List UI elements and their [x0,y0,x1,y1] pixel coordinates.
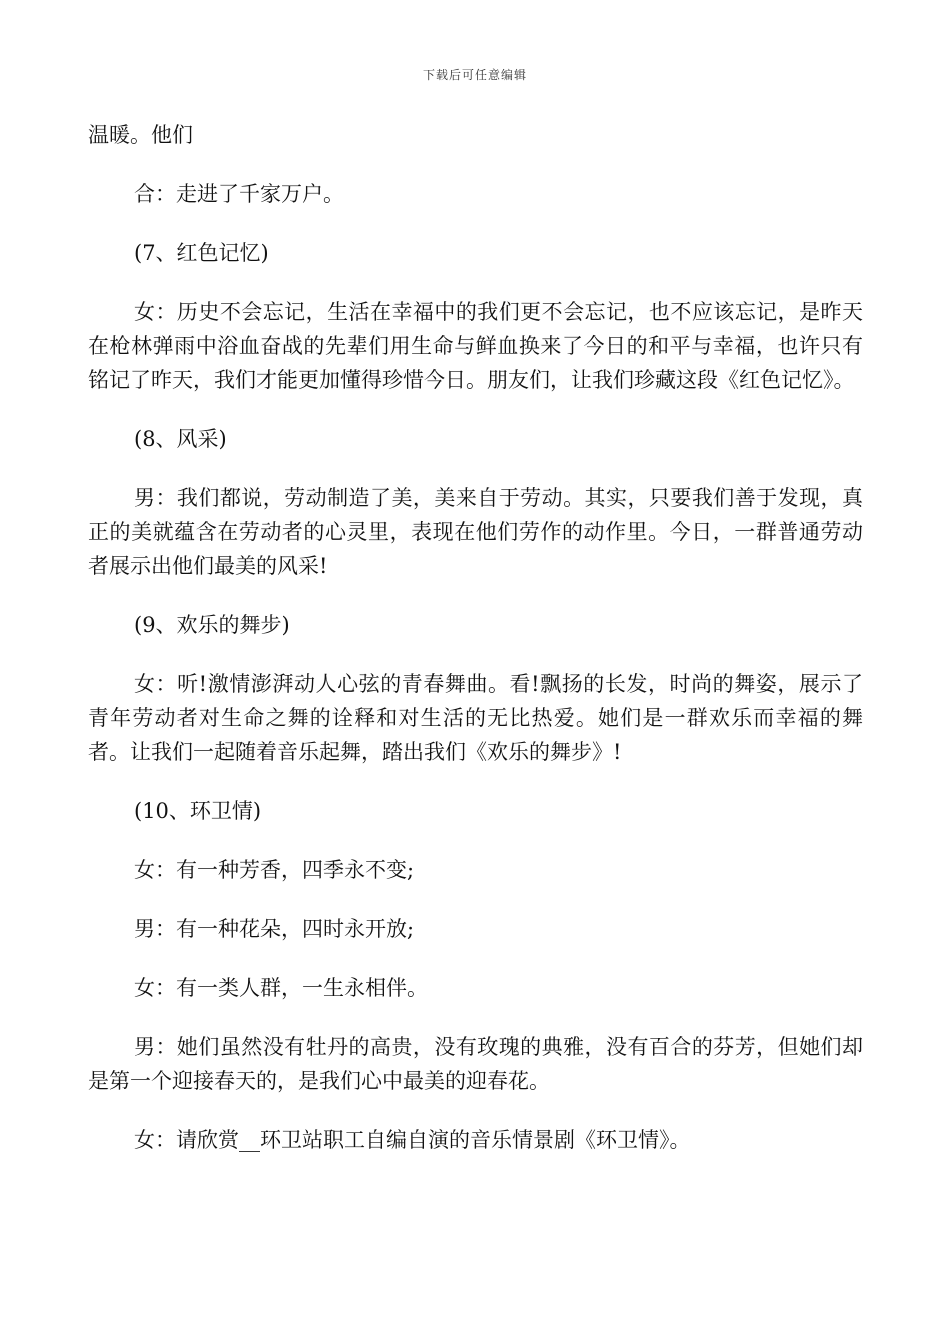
section-heading-9: (9、欢乐的舞步) [134,613,290,637]
paragraph-chorus-line: 合：走进了千家万户。 [134,182,344,206]
paragraph-female-people: 女：有一类人群，一生永相伴。 [134,976,428,1000]
paragraph-male-elegance: 男：我们都说，劳动制造了美，美来自于劳动。其实，只要我们善于发现，真正的美就蕴含在劳动者的心灵里，表现在他们劳作的动作里。今日，一群普通劳动者展示出他们最美的风采! [88,486,863,578]
page-header: 下载后可任意编辑 [422,68,527,82]
document-body [88,118,863,1182]
paragraph-female-fragrance: 女：有一种芳香，四季永不变; [134,858,415,882]
section-heading-8: (8、风采) [134,427,227,451]
paragraph-female-dance: 女：听!激情澎湃动人心弦的青春舞曲。看!飘扬的长发，时尚的舞姿，展示了青年劳动者对生命之舞的诠释和对生活的无比热爱。她们是一群欢乐而幸福的舞者。让我们一起随着音乐起舞，踏出我们《欢乐的舞步》! [88,672,863,764]
paragraph-female-invite: 女：请欣赏__环卫站职工自编自演的音乐情景剧《环卫情》。 [134,1128,691,1152]
paragraph-male-flower: 男：有一种花朵，四时永开放; [134,917,415,941]
paragraph-continuation: 温暖。他们 [88,123,193,147]
section-heading-7: (7、红色记忆) [134,241,269,265]
paragraph-male-spring-flower: 男：她们虽然没有牡丹的高贵，没有玫瑰的典雅，没有百合的芬芳，但她们却是第一个迎接春天的，是我们心中最美的迎春花。 [88,1035,863,1093]
section-heading-10: (10、环卫情) [134,799,262,823]
paragraph-female-red-memory: 女：历史不会忘记，生活在幸福中的我们更不会忘记，也不应该忘记，是昨天在枪林弹雨中浴血奋战的先辈们用生命与鲜血换来了今日的和平与幸福，也许只有铭记了昨天，我们才能更加懂得珍惜今日。朋友们，让我们珍藏这段《红色记忆》。 [88,300,863,392]
